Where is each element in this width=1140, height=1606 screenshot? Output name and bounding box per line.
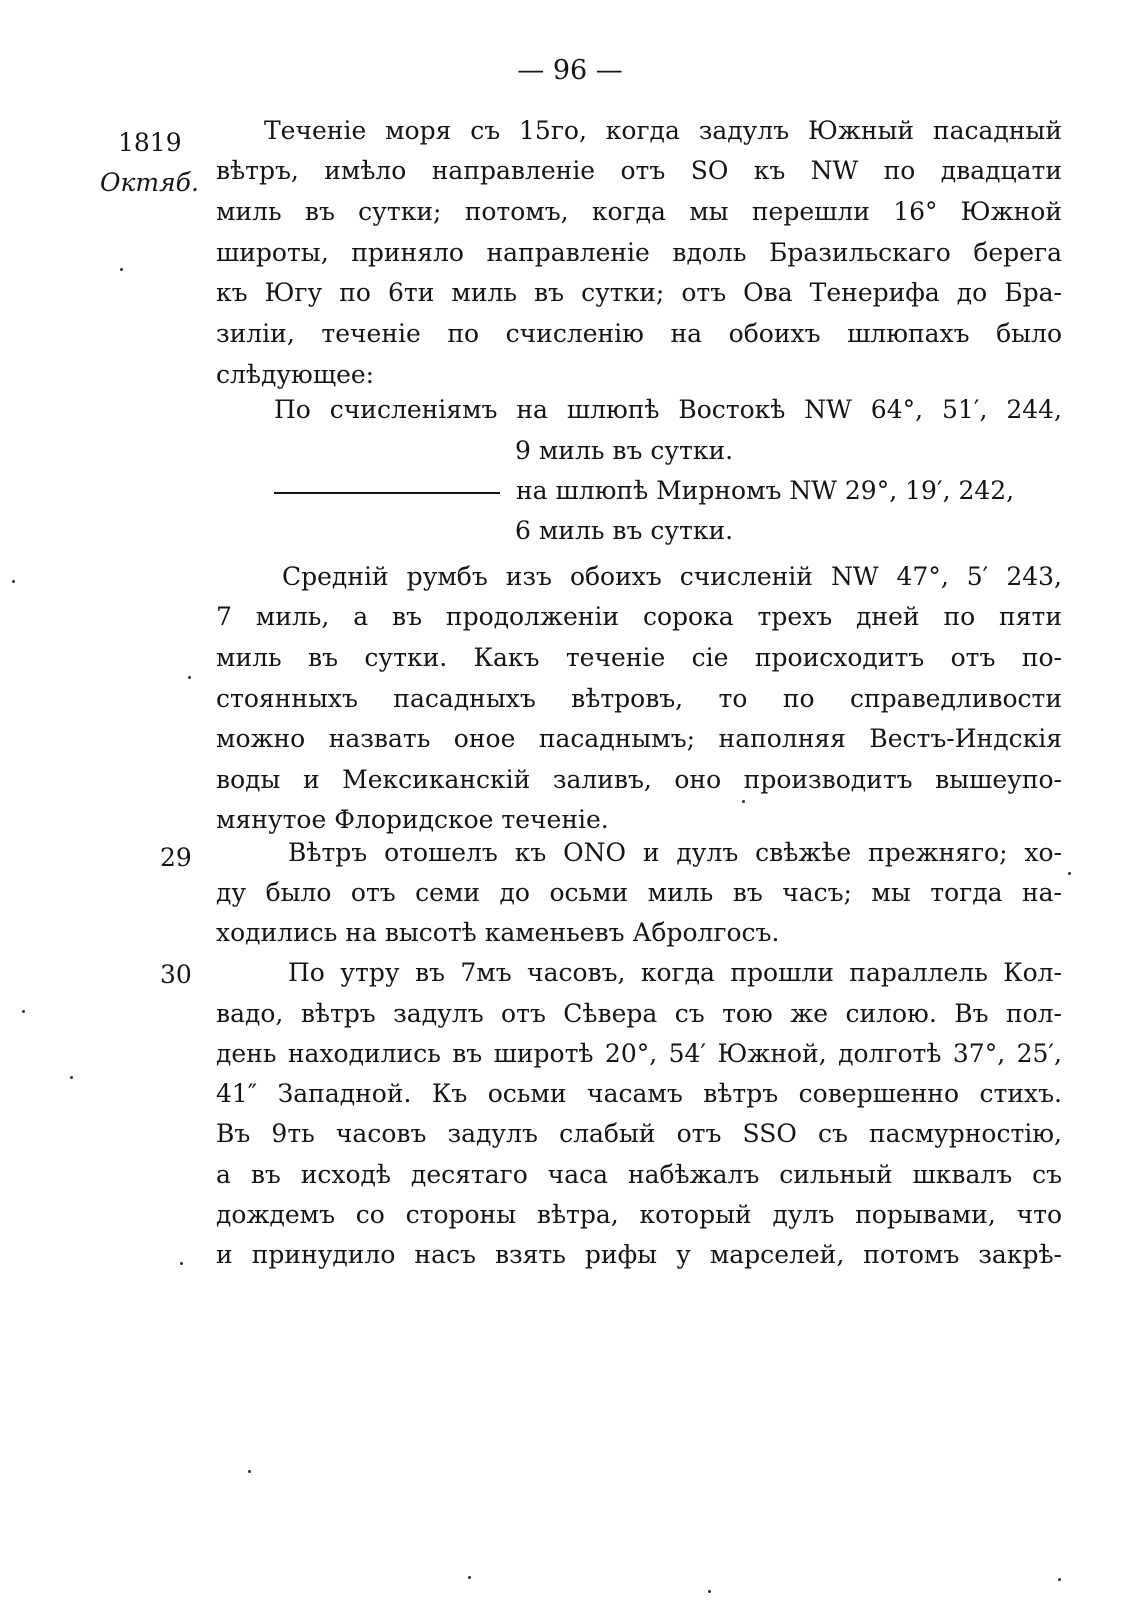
text-line: миль въ сутки. Какъ теченіе сіе происходитъ отъ по- bbox=[216, 643, 1062, 672]
text-line: По утру въ 7мъ часовъ, когда прошли параллель Кол- bbox=[288, 958, 1062, 987]
text-line: 6 миль въ сутки. bbox=[515, 516, 734, 545]
scan-speck bbox=[22, 1010, 25, 1013]
text-line: а въ исходѣ десятаго часа набѣжалъ сильный шквалъ съ bbox=[216, 1160, 1062, 1189]
scan-speck bbox=[180, 1262, 183, 1265]
text-line: Средній румбъ изъ обоихъ счисленій NW 47°, 5′ 243, bbox=[282, 562, 1062, 591]
ditto-line bbox=[274, 478, 1062, 503]
text-line: день находились въ широтѣ 20°, 54′ Южной, долготѣ 37°, 25′, bbox=[216, 1039, 1062, 1068]
text-line: слѣдующее: bbox=[216, 360, 375, 389]
text-line: Теченіе моря съ 15го, когда задулъ Южный пасадный bbox=[264, 116, 1062, 145]
text-line: зиліи, теченіе по счисленію на обоихъ шлюпахъ было bbox=[216, 319, 1062, 348]
scan-speck bbox=[1068, 872, 1071, 875]
text-line: По счисленіямъ на шлюпѣ Востокѣ NW 64°, 51′, 244, bbox=[274, 395, 1062, 424]
text-line: широты, приняло направленіе вдоль Бразильскаго берега bbox=[216, 238, 1062, 267]
margin-day-30: 30 bbox=[160, 960, 192, 989]
text-line: 41″ Западной. Къ осьми часамъ вѣтръ совершенно стихъ. bbox=[216, 1079, 1062, 1108]
scan-speck bbox=[188, 676, 191, 679]
scan-speck bbox=[70, 1076, 73, 1079]
scan-speck bbox=[248, 1470, 251, 1473]
text-line: и принудило насъ взять рифы у марселей, потомъ закрѣ- bbox=[216, 1240, 1062, 1269]
margin-year: 1819 bbox=[118, 128, 182, 157]
scan-speck bbox=[120, 268, 123, 271]
margin-day-29: 29 bbox=[160, 843, 192, 872]
page-number: — 96 — bbox=[517, 55, 623, 86]
text-line: Вѣтръ отошелъ къ ONO и дулъ свѣжѣе прежняго; хо- bbox=[288, 838, 1062, 867]
scan-speck bbox=[468, 1576, 471, 1579]
scan-speck bbox=[12, 580, 15, 583]
text-line: миль въ сутки; потомъ, когда мы перешли 16° Южной bbox=[216, 197, 1062, 226]
text-line: вѣтръ, имѣло направленіе отъ SO къ NW по двадцати bbox=[216, 156, 1062, 185]
text-line: Въ 9ть часовъ задулъ слабый отъ SSO съ пасмурностію, bbox=[216, 1119, 1062, 1148]
text-line: можно назвать оное пасаднымъ; наполняя Вестъ-Индскія bbox=[216, 724, 1062, 753]
scan-speck bbox=[742, 800, 745, 803]
text-line: ду было отъ семи до осьми миль въ часъ; мы тогда на- bbox=[216, 878, 1062, 907]
text-line: мянутое Флоридское теченіе. bbox=[216, 805, 609, 834]
margin-month: Октяб. bbox=[100, 168, 199, 197]
scan-speck bbox=[708, 1590, 711, 1593]
text-line: дождемъ со стороны вѣтра, который дулъ порывами, что bbox=[216, 1200, 1062, 1229]
text-line: ходились на высотѣ каменьевъ Абролгосъ. bbox=[216, 918, 780, 947]
text-line: къ Югу по 6ти миль въ сутки; отъ Ова Тенерифа до Бра- bbox=[216, 278, 1062, 307]
text-line: 9 миль въ сутки. bbox=[515, 436, 734, 465]
text-line: стоянныхъ пасадныхъ вѣтровъ, то по справедливости bbox=[216, 684, 1062, 713]
scan-speck bbox=[1058, 1578, 1061, 1581]
text-line: вадо, вѣтръ задулъ отъ Сѣвера съ тою же силою. Въ пол- bbox=[216, 999, 1062, 1028]
text-line: 7 миль, а въ продолженіи сорока трехъ дней по пяти bbox=[216, 602, 1062, 631]
ditto-dash bbox=[274, 492, 500, 494]
text-line: воды и Мексиканскій заливъ, оно производитъ вышеупо- bbox=[216, 765, 1062, 794]
text-line: на шлюпѣ Мирномъ NW 29°, 19′, 242, bbox=[516, 476, 1015, 505]
